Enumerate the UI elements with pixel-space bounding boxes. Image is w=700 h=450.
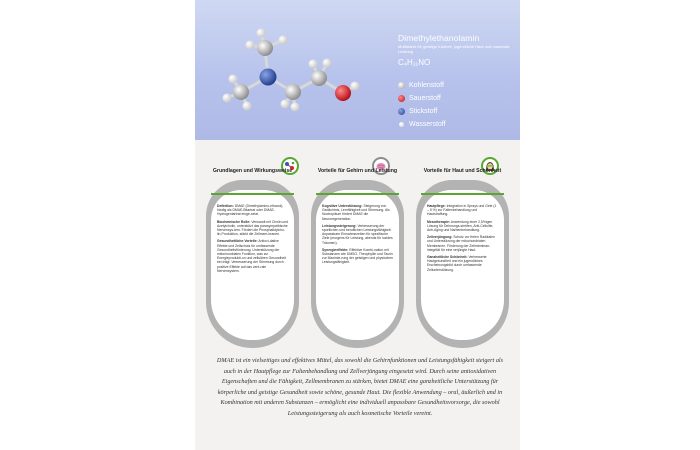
legend-item-carbon (398, 79, 446, 92)
column-heading (211, 168, 294, 196)
paragraph (427, 235, 499, 252)
legend-label: Wasserstoff (409, 121, 446, 128)
legend-label: Stickstoff (409, 108, 438, 115)
paragraph-term: Definition: (217, 204, 234, 208)
paragraph-text: Schutz vor freien Radikalen und Unterstützung der mitochondrialen Membranen. Förderung der Zellmembran-integrität für eine verjüngte Haut. (427, 235, 495, 252)
paragraph (217, 239, 289, 273)
paragraph-text: Anwendung einer 2,5%igen Lösung für Dehnungs-streifen, Anti-Cellulite, Anti-Aging und Narbenbehandlung. (427, 219, 494, 233)
summary-paragraph: DMAE ist ein vielseitiges und effektives Mittel, das sowohl die Gehirnfunktionen und Leistungsfähigkeit steigert als auch in der Hautpflege zur Faltenbehandlung und Zellverjüngung eingesetzt wird. Durch seine antioxidativen Eigenschaften und die Fähigkeit, Zellmembranen zu stärken, bietet DMAE eine ganzheitliche Unterstützung für körperliche und geistige Gesundheit sowie schöne, gesunde Haut. Die flexible Anwendung – oral, äußerlich und in Kombination mit anderen Substanzen – ermöglicht eine individuell anpassbare Gesundheitsvorsorge, die sowohl Leistungssteigerung als auch kosmetische Vorteile vereint. (216, 357, 504, 417)
legend-item-hydrogen (398, 118, 446, 131)
legend-label: Kohlenstoff (409, 82, 444, 89)
paragraph-text: Verbesserung der sportlichen und beruflichen Leistungsfähigkeit. Anpassbare Einnahmezeiten für spezifische Ziele (morgens für Leistung, abends für luzides Träumen). (322, 223, 393, 245)
paragraph (427, 204, 499, 217)
paragraph-text: Integration in Sprays und Gele (1 – 5 %) zur Faltenbehandlung und Hautstraffung. (427, 204, 497, 217)
paragraph-text: Effektive Kombi-nation mit Substanzen wie DMSO, Theophyllin und Taurin zur Maximie-rung der geistigen und physischen Leistungsfähigkeit. (322, 247, 394, 265)
paragraph (322, 224, 394, 245)
oxygen-atom-icon (398, 95, 405, 102)
paragraph-term: Leistungssteigerung: (322, 223, 357, 228)
paragraph (217, 204, 289, 217)
chemical-formula: C₄H₁₁NO (398, 58, 431, 67)
paragraph-term: Zellverjüngung: (427, 235, 453, 240)
paragraph (322, 248, 394, 265)
column-skin (416, 168, 509, 350)
column-heading-text: Vorteile für Gehirn und Leistung (317, 168, 398, 174)
legend-item-oxygen (398, 92, 446, 105)
nitrogen-atom-icon (398, 108, 405, 115)
heading-divider (421, 193, 504, 195)
paragraph-term: Biochemische Rolle: (217, 219, 251, 224)
paragraph (427, 255, 499, 272)
column-heading-text: Grundlagen und Wirkungsweise (212, 168, 293, 174)
column-heading-text: Vorteile für Haut und Schönheit (423, 168, 502, 174)
column-body (322, 204, 394, 268)
paragraph-text: Steigerung von Gedächtnis, Lernfähigkeit und Stimmung. Als Nootropikum fördert DMAE die Neuroregeneration. (322, 204, 390, 221)
heading-divider (316, 193, 399, 195)
poster-page (195, 0, 520, 450)
paragraph-text: Verwandt mit Cholin und Acetylcholin, unterstützt das parasympathische Nervensys-tem. Fördert die Phosphatidylcho-lin-Produktion, stärkt die Zellmem-branen. (217, 219, 289, 237)
hydrogen-atom-icon (399, 122, 404, 127)
hero-subtitle: Multitalent für geistige Klarheit, jugendliche Haut und maximale Leistung (398, 44, 510, 54)
paragraph-term: Ganzheitliche Schönheit: (427, 255, 468, 260)
paragraph (217, 220, 289, 237)
dmae-molecule-illustration (195, 0, 395, 140)
paragraph-text: Verbesserte Hautgesundheit und ein jugendliches Erscheinungsbild durch umfassende Zellunterstützung. (427, 255, 487, 272)
heading-divider (211, 193, 294, 195)
column-brain (311, 168, 404, 350)
paragraph-term: Hautpflege: (427, 204, 446, 208)
hero-banner (195, 0, 520, 140)
atom-legend (398, 79, 446, 131)
paragraph (322, 204, 394, 221)
column-heading (316, 168, 399, 196)
paragraph-term: Synergieeffekte: (322, 247, 349, 252)
hero-title: Dimethylethanolamin (398, 33, 480, 43)
column-body (217, 204, 289, 276)
paragraph-term: Kognitive Unterstützung: (322, 204, 363, 208)
paragraph-term: Gesundheitliche Vorteile: (217, 239, 258, 244)
column-body (427, 204, 499, 275)
paragraph-text: DMAE (Dimethylamino-ethanol), häufig als DMAE-Bitartrat oder DMAE-Hydrogentartrat einge-setzt. (217, 204, 284, 217)
paragraph-term: Mesotherapie: (427, 219, 450, 224)
paragraph-text: Antioxi-dative Effekte und Zellschutz für umfassende Gesundheitsförderung. Unterstützung der mitochondrialen Funktion, was zur Energieprodukti-on und zellulären Gesundheit bei-trägt. Verbesserung der Stimmung durch positive Effekte auf das zent-rale Nervensystem. (217, 239, 286, 273)
column-basics (206, 168, 299, 350)
legend-label: Sauerstoff (409, 95, 441, 102)
carbon-atom-icon (398, 82, 405, 89)
legend-item-nitrogen (398, 105, 446, 118)
column-heading (421, 168, 504, 196)
paragraph (427, 220, 499, 233)
